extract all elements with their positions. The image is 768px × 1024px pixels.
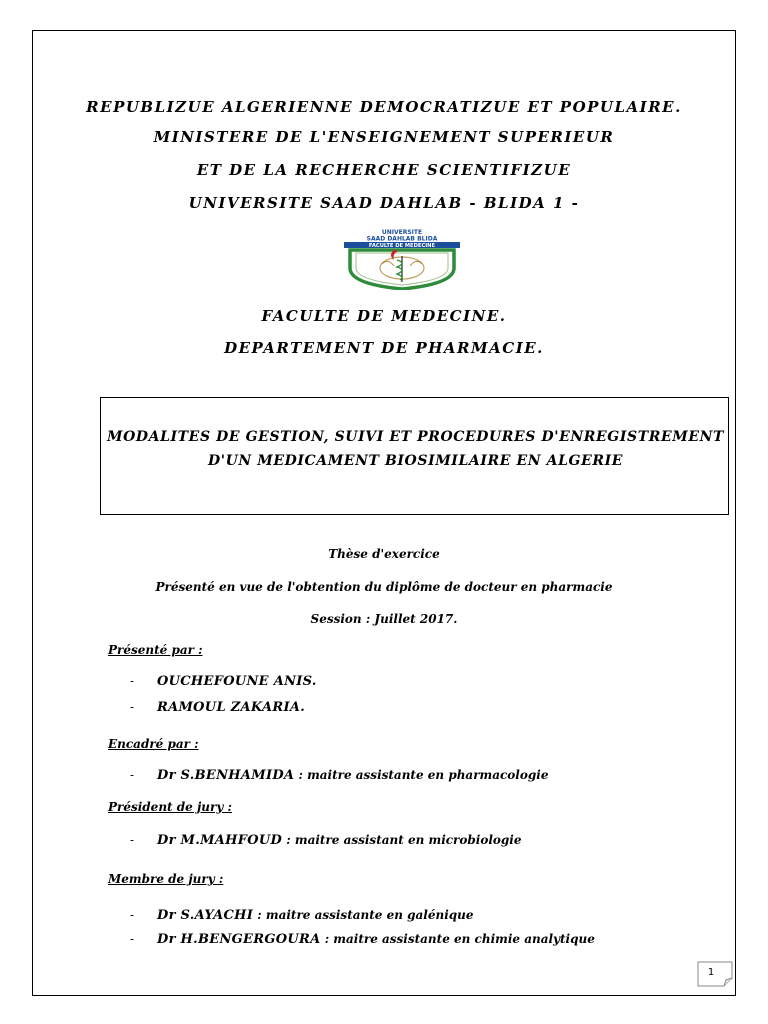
president-role: : maitre assistant en microbiologie: [282, 833, 522, 847]
jury-member-item: [130, 932, 595, 947]
list-dash: -: [130, 908, 135, 922]
supervisor-role: : maitre assistante en pharmacologie: [294, 768, 549, 782]
jury-member-name: Dr S.AYACHI: [157, 908, 254, 923]
svg-text:FACULTE DE MEDECINE: FACULTE DE MEDECINE: [368, 243, 436, 249]
list-dash: -: [130, 932, 135, 946]
jury-member-role: : maitre assistante en chimie analytique: [320, 932, 595, 946]
department-name: DEPARTEMENT DE PHARMACIE.: [224, 339, 544, 357]
thesis-title-line-1: MODALITES DE GESTION, SUIVI ET PROCEDURES D'ENREGISTREMENT: [106, 429, 725, 445]
university-logo: [342, 228, 462, 290]
faculty-name: FACULTE DE MEDECINE.: [261, 307, 507, 325]
header-republic: REPUBLIZUE ALGERIENNE DEMOCRATIZUE ET POPULAIRE.: [86, 98, 682, 116]
header-ministry: MINISTERE DE L'ENSEIGNEMENT SUPERIEUR: [153, 128, 615, 146]
thesis-purpose: Présenté en vue de l'obtention du diplôme de docteur en pharmacie: [155, 580, 613, 594]
list-dash: -: [130, 833, 135, 847]
header-university: UNIVERSITE SAAD DAHLAB - BLIDA 1 -: [188, 194, 580, 212]
supervisor-item: [130, 768, 548, 783]
header-research: ET DE LA RECHERCHE SCIENTIFIZUE: [196, 161, 572, 179]
svg-text:UNIVERSITE: UNIVERSITE: [381, 229, 423, 236]
presenter-name: OUCHEFOUNE ANIS.: [157, 674, 317, 689]
thesis-title-box: [100, 397, 729, 515]
jury-member-item: [130, 908, 474, 923]
page-number-box: [697, 961, 733, 987]
jury-member-role: : maitre assistante en galénique: [253, 908, 474, 922]
thesis-title-line-2: D'UN MEDICAMENT BIOSIMILAIRE EN ALGERIE: [207, 453, 624, 469]
list-dash: -: [130, 768, 135, 782]
thesis-session: Session : Juillet 2017.: [310, 612, 458, 626]
president-item: [130, 833, 521, 848]
presenter-item: [130, 700, 305, 715]
jury-member-name: Dr H.BENGERGOURA: [157, 932, 321, 947]
jury-members-label: Membre de jury :: [108, 872, 224, 886]
presented-by-label: Présenté par :: [108, 643, 203, 657]
thesis-type: Thèse d'exercice: [328, 547, 440, 561]
page-number: 1: [707, 967, 715, 978]
list-dash: -: [130, 700, 135, 714]
presenter-name: RAMOUL ZAKARIA.: [157, 700, 306, 715]
svg-text:SAAD DAHLAB BLIDA: SAAD DAHLAB BLIDA: [366, 235, 438, 243]
supervisor-name: Dr S.BENHAMIDA: [157, 768, 295, 783]
president-name: Dr M.MAHFOUD: [157, 833, 283, 848]
presenter-item: [130, 674, 317, 689]
jury-president-label: Président de jury :: [108, 800, 232, 814]
supervised-by-label: Encadré par :: [108, 737, 199, 751]
list-dash: -: [130, 674, 135, 688]
